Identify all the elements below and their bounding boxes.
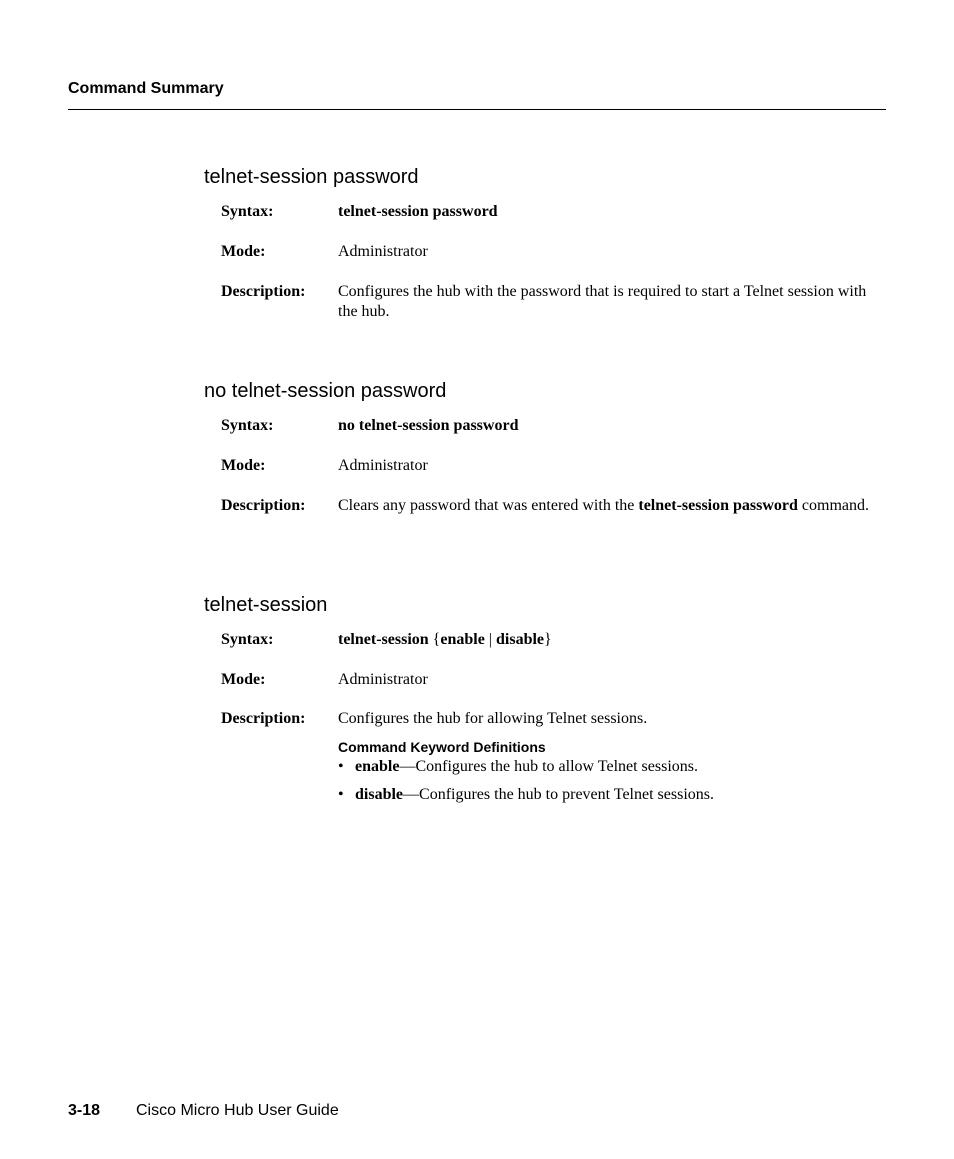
section-heading: no telnet-session password: [204, 380, 447, 402]
syntax-option-disable: disable: [496, 631, 545, 648]
description-value: Configures the hub with the password that is required to start a Telnet session with the hub.: [338, 283, 867, 320]
keyword-definitions-heading: Command Keyword Definitions: [338, 739, 546, 755]
page-number: 3-18: [68, 1102, 101, 1119]
syntax-value: telnet-session password: [338, 203, 498, 220]
syntax-brace-close: }: [544, 631, 552, 648]
section-no-telnet-session-password: [204, 379, 884, 514]
section-heading: telnet-session password: [204, 166, 419, 188]
syntax-separator: |: [484, 631, 496, 648]
syntax-label: Syntax:: [221, 203, 274, 220]
mode-label: Mode:: [221, 243, 266, 260]
description-label: Description:: [221, 497, 306, 514]
guide-title: Cisco Micro Hub User Guide: [136, 1102, 339, 1119]
mode-label: Mode:: [221, 457, 266, 474]
header-rule: [68, 109, 886, 110]
syntax-label: Syntax:: [221, 417, 274, 434]
mode-value: Administrator: [338, 243, 428, 260]
running-header: Command Summary: [68, 80, 224, 97]
section-telnet-session: [204, 593, 884, 803]
keyword-item-disable: [338, 785, 858, 805]
mode-value: Administrator: [338, 457, 428, 474]
keyword-item-enable: [338, 757, 858, 777]
keyword-definition: —Configures the hub to prevent Telnet sessions.: [403, 786, 714, 803]
syntax-label: Syntax:: [221, 631, 274, 648]
keyword-term: enable: [355, 758, 400, 775]
description-label: Description:: [221, 710, 306, 727]
keyword-term: disable: [355, 786, 404, 803]
description-text-end: command.: [797, 497, 870, 514]
description-value: Configures the hub for allowing Telnet sessions.: [338, 710, 648, 727]
bullet-icon: •: [338, 786, 344, 803]
syntax-brace-open: {: [428, 631, 441, 648]
description-text: Clears any password that was entered with the: [338, 497, 639, 514]
description-value: [338, 496, 873, 516]
mode-value: Administrator: [338, 671, 428, 688]
description-command: telnet-session password: [638, 497, 798, 514]
syntax-value: [338, 630, 873, 650]
description-label: Description:: [221, 283, 306, 300]
syntax-option-enable: enable: [440, 631, 485, 648]
bullet-icon: •: [338, 758, 344, 775]
syntax-command: telnet-session: [338, 631, 429, 648]
mode-label: Mode:: [221, 671, 266, 688]
section-heading: telnet-session: [204, 594, 328, 616]
section-telnet-session-password: [204, 165, 884, 320]
keyword-definition: —Configures the hub to allow Telnet sessions.: [399, 758, 699, 775]
syntax-value: no telnet-session password: [338, 417, 519, 434]
page-footer: [68, 1102, 339, 1120]
